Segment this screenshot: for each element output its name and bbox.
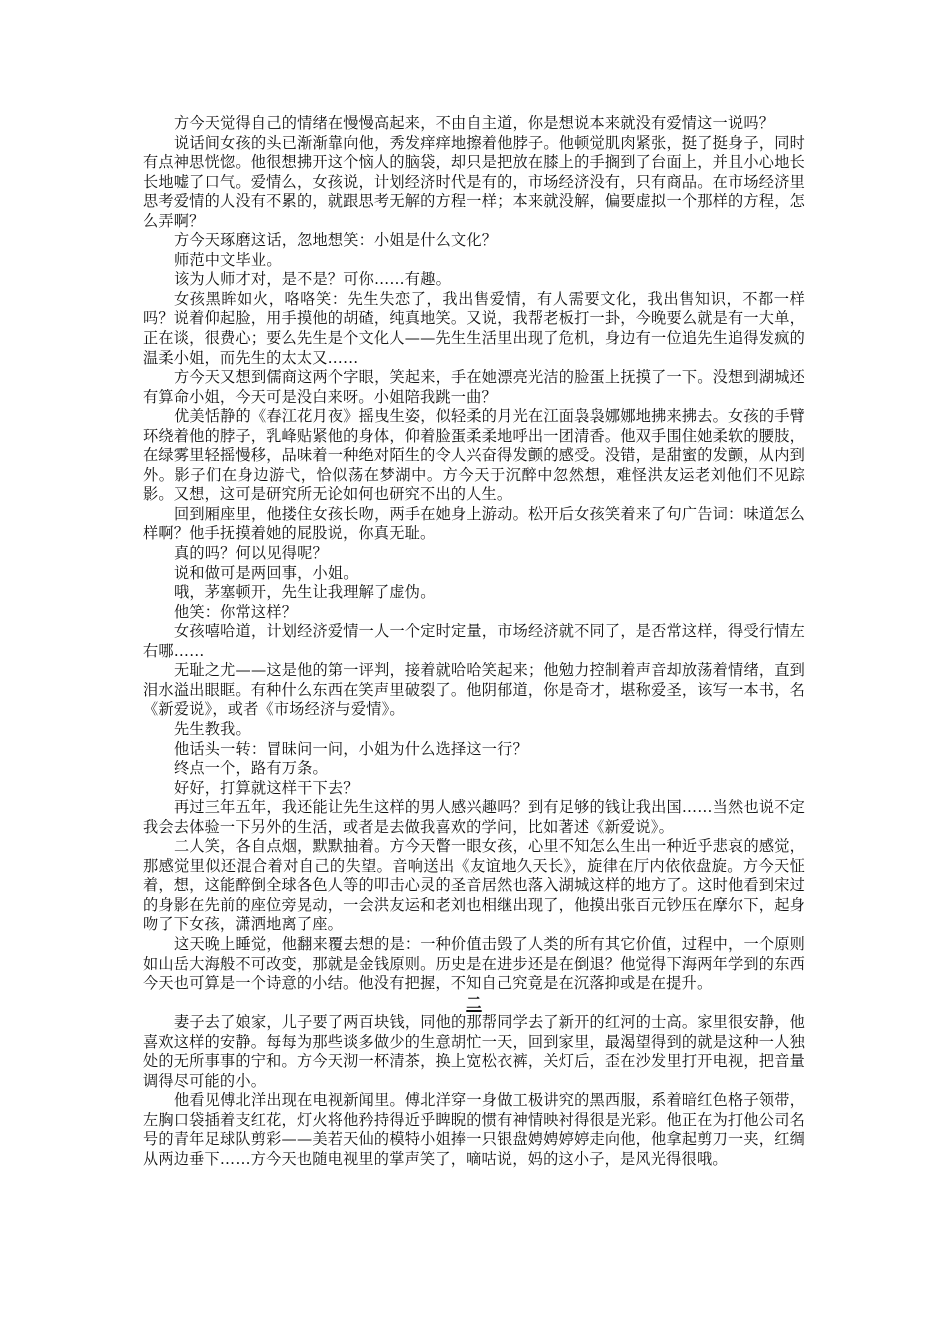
paragraph: 他看见傅北洋出现在电视新闻里。傅北洋穿一身做工极讲究的黑西服，系着暗红色格子领带，左胸口袋插着支红花，灯火将他矜持得近乎睥睨的惯有神情映衬得很是光彩。他正在为打他公司名号的青年足球队剪彩——美若天仙的模特小姐捧一只银盘娉娉婷婷走向他，他拿起剪刀一夹，红绸从两边垂下……方今天也随电视里的掌声笑了，嘀咕说，妈的这小子，是风光得很哦。 [143, 1091, 805, 1168]
paragraph: 他话头一转：冒昧问一问，小姐为什么选择这一行？ [174, 739, 528, 758]
paragraph: 哦，茅塞顿开，先生让我理解了虚伪。 [174, 583, 436, 602]
paragraph: 女孩黑眸如火，咯咯笑：先生失恋了，我出售爱情，有人需要文化，我出售知识，不都一样吗？说着仰起脸，用手摸他的胡碴，纯真地笑。又说，我帮老板打一卦，今晚要么就是有一大单，正在谈，很费心；要么先生是个文化人——先生生活里出现了危机，身边有一位追先生追得发疯的温柔小姐，而先生的太太又…… [143, 289, 805, 367]
paragraph: 方今天觉得自己的情绪在慢慢高起来，不由自主道，你是想说本来就没有爱情这一说吗？ [174, 114, 775, 132]
paragraph: 终点一个，路有万条。 [174, 759, 328, 778]
paragraph: 再过三年五年，我还能让先生这样的男人感兴趣吗？到有足够的钱让我出国……当然也说不定我会去体验一下另外的生活，或者是去做我喜欢的学问，比如著述《新爱说》。 [143, 798, 805, 836]
document-page [143, 114, 805, 1170]
paragraph: 回到厢座里，他搂住女孩长吻，两手在她身上游动。松开后女孩笑着来了句广告词：味道怎么样啊？他手抚摸着她的屁股说，你真无耻。 [143, 504, 805, 543]
paragraph: 方今天又想到儒商这两个字眼，笑起来，手在她漂亮光洁的脸蛋上抚摸了一下。没想到湖城还有算命小姐，今天可是没白来呀。小姐陪我跳一曲？ [143, 368, 805, 406]
paragraph: 妻子去了娘家，儿子要了两百块钱，同他的那帮同学去了新开的红河的士高。家里很安静，他喜欢这样的安静。每每为那些谈多做少的生意胡忙一天，回到家里，最渴望得到的就是这种一人独处的无所事事的宁和。方今天沏一杯清茶，换上宽松衣裤，关灯后，歪在沙发里打开电视，把音量调得尽可能的小。 [143, 1013, 805, 1090]
paragraph: 先生教我。 [174, 719, 251, 738]
paragraph: 说和做可是两回事，小姐。 [174, 563, 359, 582]
paragraph: 优美恬静的《春江花月夜》摇曳生姿，似轻柔的月光在江面袅袅娜娜地拂来拂去。女孩的手臂环绕着他的脖子，乳峰贴紧他的身体，仰着脸蛋柔柔地呼出一团清香。他双手围住她柔软的腰肢，在绿雾里轻摇慢移，品味着一种绝对陌生的令人兴奋得发颤的感受。没错，是甜蜜的发颤，从内到外。影子们在身边游弋，恰似荡在梦湖中。方今天于沉醉中忽然想，难怪洪友运老刘他们不见踪影。又想，这可是研究所无论如何也研究不出的人生。 [143, 407, 805, 504]
paragraph: 师范中文毕业。 [174, 250, 282, 269]
paragraph: 这天晚上睡觉，他翻来覆去想的是：一种价值击毁了人类的所有其它价值，过程中，一个原则如山岳大海般不可改变，那就是金钱原则。历史是在进步还是在倒退？他觉得下海两年学到的东西今天也可算是一个诗意的小结。他没有把握，不知自己究竟是在沉落抑或是在提升。 [143, 934, 805, 993]
paragraph: 二人笑，各自点烟，默默抽着。方今天瞥一眼女孩，心里不知怎么生出一种近乎悲哀的感觉，那感觉里似还混合着对自己的失望。音响送出《友谊地久天长》，旋律在厅内依依盘旋。方今天怔着，想，这能醉倒全球各色人等的叩击心灵的圣音居然也落入湖城这样的地方了。这时他看到宋过的身影在先前的座位旁晃动，一会洪友运和老刘也相继出现了，他摸出张百元钞压在摩尔下，起身吻了下女孩，潇洒地离了座。 [143, 837, 805, 934]
section-heading: 二 [466, 993, 482, 1012]
paragraph: 该为人师才对，是不是？可你……有趣。 [174, 270, 451, 289]
paragraph: 女孩嘻哈道，计划经济爱情一人一个定时定量，市场经济就不同了，是否常这样，得受行情左右哪…… [143, 622, 805, 660]
paragraph: 无耻之尤——这是他的第一评判，接着就哈哈笑起来；他勉力控制着声音却放荡着情绪，直到泪水溢出眼眶。有种什么东西在笑声里破裂了。他阴郁道，你是奇才，堪称爱圣，该写一本书，名《新爱说》，或者《市场经济与爱情》。 [143, 661, 805, 719]
paragraph: 好好，打算就这样干下去？ [174, 778, 359, 797]
paragraph: 方今天琢磨这话，忽地想笑：小姐是什么文化？ [174, 231, 498, 250]
paragraph: 说话间女孩的头已渐渐靠向他，秀发痒痒地擦着他脖子。他顿觉肌肉紧张，挺了挺身子，同时有点神思恍惚。他很想拂开这个恼人的脑袋，却只是把放在膝上的手搁到了台面上，并且小心地长长地嘘了口气。爱情么，女孩说，计划经济时代是有的，市场经济没有，只有商品。在市场经济里思考爱情的人没有不累的，就跟思考无解的方程一样；本来就没解，偏要虚拟一个那样的方程，怎么弄啊？ [143, 133, 805, 230]
paragraph: 真的吗？何以见得呢？ [174, 544, 328, 563]
paragraph: 他笑：你常这样？ [174, 602, 298, 621]
